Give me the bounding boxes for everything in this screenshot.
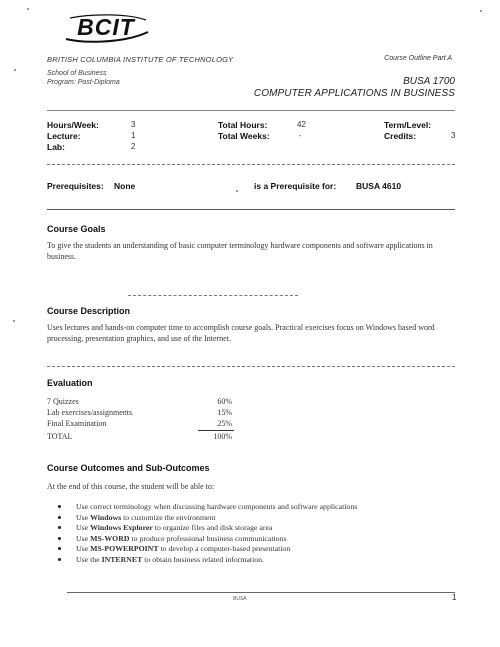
eval-row-label: 7 Quizzes	[47, 397, 79, 406]
scan-speck	[27, 8, 29, 10]
info-divider	[47, 164, 455, 165]
description-divider	[47, 366, 455, 367]
eval-row-label: Lab exercises/assignments	[47, 408, 133, 417]
page-number: 1	[452, 593, 457, 602]
list-item: Use Windows to customize the environment	[58, 513, 357, 524]
outcomes-intro: At the end of this course, the student will be able to:	[47, 482, 215, 491]
credits-value: 3	[451, 131, 456, 140]
is-prereq-label: is a Prerequisite for:	[254, 181, 337, 191]
scan-speck	[14, 69, 16, 71]
course-code: BUSA 1700	[403, 76, 455, 87]
lecture-value: 1	[131, 131, 136, 140]
total-weeks-value: -	[299, 131, 302, 140]
total-weeks-label: Total Weeks:	[218, 131, 270, 141]
header-divider	[47, 110, 455, 111]
bullet-icon	[58, 537, 61, 540]
bullet-icon	[58, 516, 61, 519]
logo-text: BCIT	[77, 14, 135, 40]
institution-name: BRITISH COLUMBIA INSTITUTE OF TECHNOLOGY	[47, 55, 234, 64]
list-item: Use MS-POWERPOINT to develop a computer-based presentation	[58, 544, 357, 555]
lecture-label: Lecture:	[47, 131, 81, 141]
school-info	[47, 69, 120, 87]
eval-total-label: TOTAL	[47, 432, 73, 441]
list-item: Use correct terminology when discussing hardware components and software applications	[58, 502, 357, 513]
description-text: Uses lectures and hands-on computer time to accomplish course goals. Practical exercises focus on Windows based word processing, presentation graphics, and use of the Internet.	[47, 323, 435, 343]
description-heading: Course Description	[47, 306, 131, 316]
is-prereq-value: BUSA 4610	[356, 181, 402, 191]
prereq-label: Prerequisites:	[47, 181, 104, 191]
bcit-logo	[60, 12, 152, 46]
goals-heading: Course Goals	[47, 224, 106, 234]
outcomes-heading: Course Outcomes and Sub-Outcomes	[47, 463, 210, 473]
total-hours-label: Total Hours:	[218, 120, 268, 130]
eval-row-value: 60%	[217, 397, 232, 406]
bullet-icon	[58, 505, 61, 508]
goals-divider	[128, 295, 298, 296]
footer-divider	[67, 592, 455, 593]
lab-value: 2	[131, 142, 136, 151]
outcomes-list	[58, 502, 357, 566]
list-item: Use Windows Explorer to organize files and disk storage area	[58, 523, 357, 534]
eval-row-value: 25%	[217, 419, 232, 428]
prereq-value: None	[114, 181, 136, 191]
eval-total-rule	[198, 430, 234, 431]
hours-week-value: 3	[131, 120, 136, 129]
scan-speck	[480, 10, 482, 12]
hours-week-label: Hours/Week:	[47, 120, 99, 130]
eval-row-label: Final Examination	[47, 419, 107, 428]
scan-speck	[13, 320, 15, 322]
credits-label: Credits:	[384, 131, 417, 141]
scan-speck	[236, 190, 238, 192]
program-name: Program: Post-Diploma	[47, 79, 120, 86]
list-item: Use MS-WORD to produce professional business communications	[58, 534, 357, 545]
prereq-divider	[47, 209, 455, 210]
school-name: School of Business	[47, 70, 107, 77]
total-hours-value: 42	[297, 120, 306, 129]
course-title: COMPUTER APPLICATIONS IN BUSINESS	[253, 88, 455, 99]
eval-row-value: 15%	[217, 408, 232, 417]
bullet-icon	[58, 526, 61, 529]
footer-note: BUSA	[233, 596, 247, 602]
goals-text: To give the students an understanding of basic computer terminology hardware components and software applications in business.	[47, 241, 433, 261]
outline-part-label: Course Outline Part A	[384, 55, 452, 62]
bullet-icon	[58, 547, 61, 550]
lab-label: Lab:	[47, 142, 65, 152]
eval-total-value: 100%	[213, 432, 232, 441]
evaluation-heading: Evaluation	[47, 378, 93, 388]
list-item: Use the INTERNET to obtain business related information.	[58, 555, 357, 566]
bullet-icon	[58, 558, 61, 561]
term-level-label: Term/Level:	[384, 120, 432, 130]
